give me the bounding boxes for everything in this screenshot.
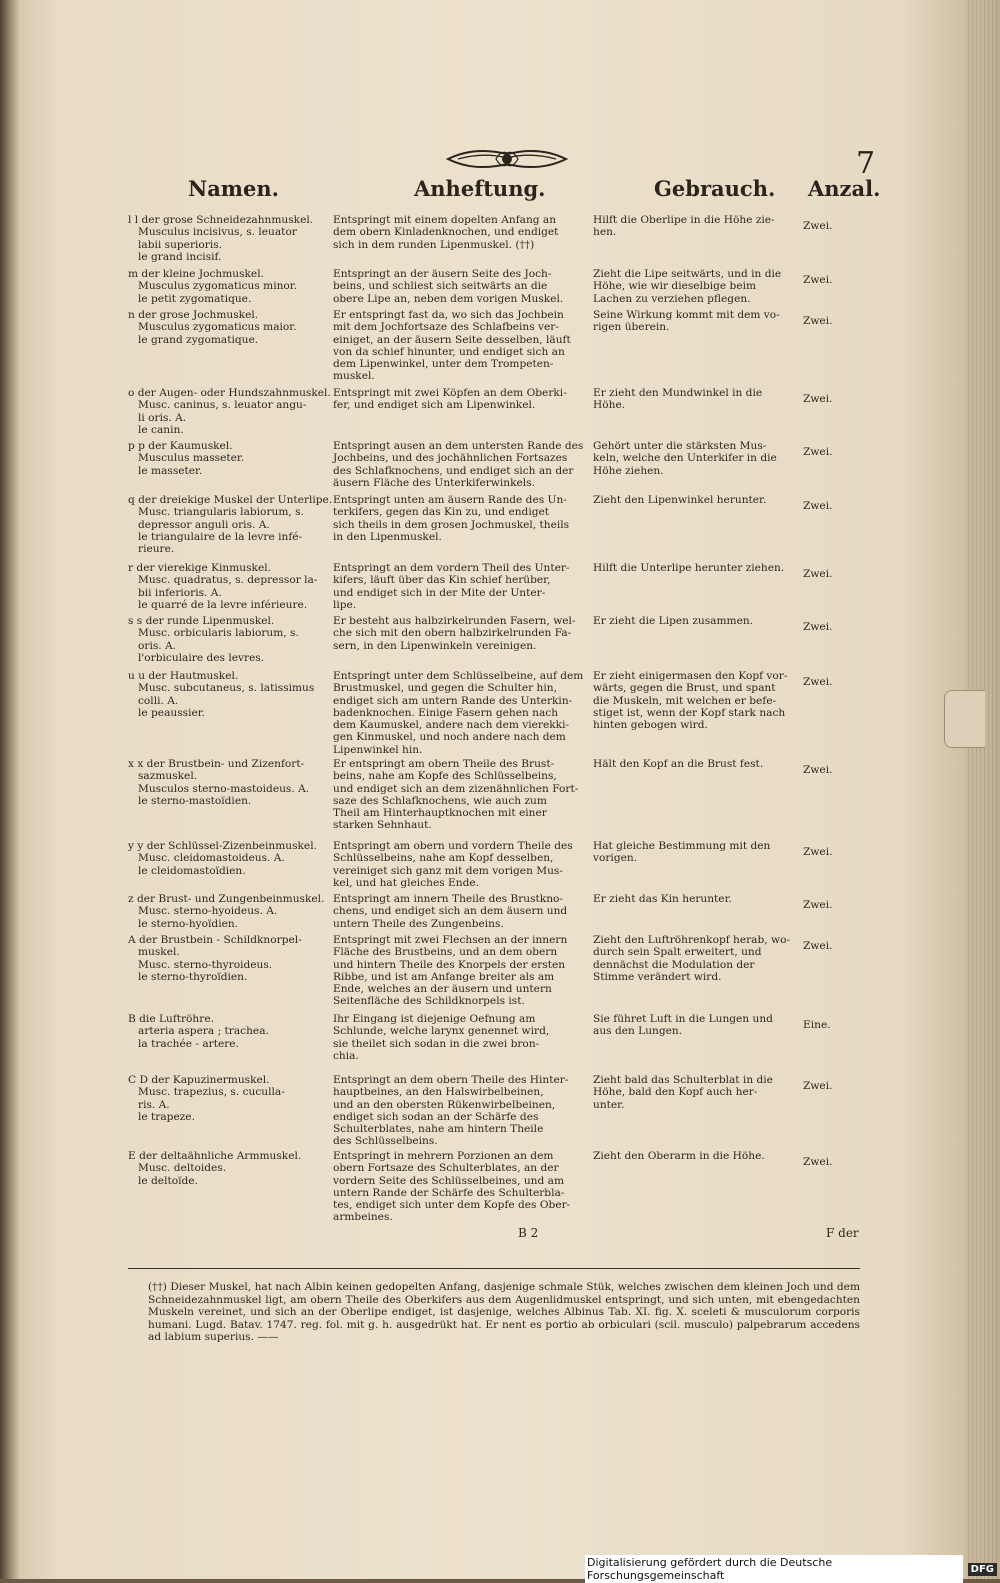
entry-attachment <box>333 840 588 889</box>
entry-name <box>128 494 333 555</box>
entry-name-line: x x der Brustbein- und Zizenfort- <box>128 758 305 770</box>
entry-attachment-line: untern Rande der Schärfe des Schulterbla- <box>333 1186 565 1199</box>
entry-attachment-line: dem obern Kinladenknochen, und endiget <box>333 226 559 239</box>
entry-name-line: E der deltaähnliche Armmuskel. <box>128 1150 302 1162</box>
entry-use-line: Er zieht einigermasen den Kopf vor- <box>593 670 788 682</box>
entry-attachment <box>333 615 588 652</box>
entry-name-line: Musc. sterno-hyoideus. A. <box>138 905 278 918</box>
entry-name <box>128 615 333 664</box>
entry-name <box>128 840 333 877</box>
entry-name <box>128 309 333 346</box>
entry-attachment-line: Entspringt unter dem Schlüsselbeine, auf dem <box>333 670 584 682</box>
header-anheftung: Anheftung. <box>414 176 546 201</box>
entry-use-line: Er zieht den Mundwinkel in die <box>593 387 763 399</box>
entry-use-line: stiget ist, wenn der Kopf stark nach <box>593 706 786 719</box>
entry-name-line: n der grose Jochmuskel. <box>128 309 259 321</box>
entry-attachment-line: terkifers, gegen das Kin zu, und endiget <box>333 506 550 519</box>
entry-name-line: le deltoïde. <box>138 1174 198 1187</box>
entry-attachment-line: Entspringt am innern Theile des Brustkno- <box>333 893 563 905</box>
entry-use <box>593 840 798 865</box>
entry-attachment-line: sie theilet sich sodan in die zwei bron- <box>333 1037 540 1050</box>
entry-attachment-line: und endiget sich an dem zizenähnlichen Fort- <box>333 782 579 795</box>
entry-attachment <box>333 758 588 832</box>
entry-name-line: le triangulaire de la levre infé- <box>138 530 303 543</box>
entry-name-line: li oris. A. <box>138 411 187 424</box>
entry-name-line: le sterno-thyroïdien. <box>138 970 248 983</box>
entry-count: Zwei. <box>803 1156 833 1168</box>
entry-attachment-line: kel, und hat gleiches Ende. <box>333 876 480 889</box>
entry-use-line: Sie führet Luft in die Lungen und <box>593 1013 773 1025</box>
entry-name-line: r der vierekige Kinmuskel. <box>128 562 271 574</box>
entry-use <box>593 1074 798 1111</box>
entry-use-line: aus den Lungen. <box>593 1025 683 1038</box>
entry-name-line: Musc. sterno-thyroideus. <box>138 958 273 971</box>
header-namen: Namen. <box>188 176 279 201</box>
entry-attachment-line: Ihr Eingang ist diejenige Oefnung am <box>333 1013 536 1025</box>
entry-use-line: Seine Wirkung kommt mit dem vo- <box>593 309 780 321</box>
entry-use <box>593 893 798 905</box>
entry-name-line: depressor anguli oris. A. <box>138 518 270 531</box>
entry-name-line: A der Brustbein - Schildknorpel- <box>128 934 302 946</box>
dfg-logo: DFG <box>968 1563 997 1576</box>
entry-use-line: hen. <box>593 226 617 239</box>
entry-attachment-line: saze des Schlafknochens, wie auch zum <box>333 794 547 807</box>
entry-attachment-line: Schulterblates, nahe am hintern Theile <box>333 1123 544 1136</box>
entry-attachment-line: kifers, läuft über das Kin schief herüber, <box>333 574 551 587</box>
entry-attachment-line: Er besteht aus halbzirkelrunden Fasern, wel- <box>333 615 576 627</box>
entry-name <box>128 893 333 930</box>
entry-name-line: p p der Kaumuskel. <box>128 440 233 452</box>
footnote: (††) Dieser Muskel, hat nach Albin keinen gedopelten Anfang, dasjenige schmale Stük, welches zwischen dem kleinen Joch und dem Schneidezahnmuskel ligt, am obern Theile des Oberkifers aus dem Augenlidmuskel entspringt, und sich unten, mit ebengedachten Muskeln vereinet, und sich an der Oberlipe endiget, ist dasjenige, welches Albinus Tab. XI. fig. X. sceleti & musculorum corporis humani. Lugd. Batav. 1747. reg. fol. mit g. h. ausgedrükt hat. Er nent es portio ab orbiculari (scil. musculo) palpebrarum accedens ad labium superius. —— <box>148 1281 860 1344</box>
entry-name-line: Musculus incisivus, s. leuator <box>138 226 297 239</box>
entry-name-line: m der kleine Jochmuskel. <box>128 268 264 280</box>
entry-use-line: Zieht die Lipe seitwärts, und in die <box>593 268 782 280</box>
entry-attachment-line: vordern Seite des Schlüsselbeines, und am <box>333 1174 565 1187</box>
entry-use <box>593 615 798 627</box>
page-number: 7 <box>856 146 876 181</box>
entry-name-line: Musc. subcutaneus, s. latissimus <box>138 682 315 695</box>
entry-attachment-line: Entspringt ausen an dem untersten Rande des <box>333 440 584 452</box>
entry-count: Zwei. <box>803 568 833 580</box>
ornament-vignette-icon <box>444 144 570 174</box>
entry-attachment-line: tes, endiget sich unter dem Kopfe des Ober- <box>333 1199 571 1212</box>
entry-name-line: le sterno-mastoïdien. <box>138 794 252 807</box>
entry-name-line: o der Augen- oder Hundszahnmuskel. <box>128 387 331 399</box>
entry-attachment-line: Ende, welches an der äusern und untern <box>333 983 552 996</box>
entry-name-line: y y der Schlüssel-Zizenbeinmuskel. <box>128 840 317 852</box>
entry-count: Zwei. <box>803 676 833 688</box>
entry-name <box>128 670 333 719</box>
entry-name-line: sazmuskel. <box>138 770 198 783</box>
entry-name-line: q der dreiekige Muskel der Unterlipe. <box>128 494 333 506</box>
entry-use <box>593 214 798 239</box>
entry-use <box>593 934 798 983</box>
entry-use-line: keln, welche den Unterkifer in die <box>593 452 777 465</box>
entry-name <box>128 934 333 983</box>
entry-name <box>128 562 333 611</box>
entry-attachment-line: Entspringt an dem obern Theile des Hinter- <box>333 1074 569 1086</box>
entry-name-line: le quarré de la levre inférieure. <box>138 598 308 611</box>
entry-use <box>593 1013 798 1038</box>
entry-count: Zwei. <box>803 621 833 633</box>
entry-attachment-line: chens, und endiget sich an dem äusern und <box>333 905 568 918</box>
entry-name <box>128 758 333 807</box>
entry-use <box>593 309 798 334</box>
entry-attachment-line: sern, in den Lipenwinkeln vereinigen. <box>333 639 537 652</box>
entry-name-line: u u der Hautmuskel. <box>128 670 239 682</box>
entry-name <box>128 268 333 305</box>
entry-attachment-line: Entspringt unten am äusern Rande des Un- <box>333 494 567 506</box>
entry-use-line: wärts, gegen die Brust, und spant <box>593 682 776 695</box>
entry-attachment-line: beins, nahe am Kopfe des Schlüsselbeins, <box>333 770 557 783</box>
entry-name-line: le sterno-hyoïdien. <box>138 917 239 930</box>
entry-attachment <box>333 670 588 756</box>
entry-attachment-line: armbeines. <box>333 1211 393 1224</box>
entry-name-line: le petit zygomatique. <box>138 292 252 305</box>
entry-use-line: Höhe, bald den Kopf auch her- <box>593 1086 758 1099</box>
entry-attachment-line: Entspringt an der äusern Seite des Joch- <box>333 268 552 280</box>
entry-name-line: Musc. deltoides. <box>138 1162 227 1175</box>
entry-name-line: muskel. <box>138 946 180 959</box>
entry-use-line: Lachen zu verziehen pflegen. <box>593 292 751 305</box>
entry-attachment-line: Entspringt am obern und vordern Theile des <box>333 840 573 852</box>
entry-attachment-line: Ribbe, und ist am Anfange breiter als am <box>333 970 555 983</box>
entry-name-line: Musc. quadratus, s. depressor la- <box>138 574 318 587</box>
entry-attachment-line: Entspringt mit zwei Flechsen an der innern <box>333 934 568 946</box>
entry-attachment-line: Brustmuskel, und gegen die Schulter hin, <box>333 682 557 695</box>
entry-attachment-line: Entspringt mit zwei Köpfen an dem Oberki- <box>333 387 567 399</box>
entry-use-line: Er zieht das Kin herunter. <box>593 893 732 905</box>
entry-use-line: durch sein Spalt erweitert, und <box>593 946 762 959</box>
entry-use <box>593 1150 798 1162</box>
entry-attachment <box>333 309 588 383</box>
stacked-page-edges <box>965 0 1000 1579</box>
entry-name-line: Musc. triangularis labiorum, s. <box>138 506 304 519</box>
entry-name-line: bii inferioris. A. <box>138 586 222 599</box>
entry-attachment-line: sich theils in dem grosen Jochmuskel, theils <box>333 518 570 531</box>
signature-mark: B 2 <box>518 1226 539 1240</box>
entry-attachment-line: einiget, an der äusern Seite desselben, läuft <box>333 333 571 346</box>
entry-name <box>128 387 333 436</box>
entry-count: Zwei. <box>803 899 833 911</box>
entry-count: Zwei. <box>803 393 833 405</box>
entry-use-line: Gehört unter die stärksten Mus- <box>593 440 767 452</box>
entry-attachment-line: badenknochen. Einige Fasern gehen nach <box>333 706 559 719</box>
entry-attachment <box>333 1150 588 1224</box>
entry-name-line: Musc. trapezius, s. cuculla- <box>138 1086 285 1099</box>
entry-use-line: Hält den Kopf an die Brust fest. <box>593 758 764 770</box>
entry-attachment-line: Schlüsselbeins, nahe am Kopf desselben, <box>333 852 554 865</box>
entry-attachment-line: äusern Fläche des Unterkiferwinkels. <box>333 476 535 489</box>
entry-attachment-line: Jochbeins, und des jochähnlichen Fortsazes <box>333 452 568 465</box>
entry-attachment-line: che sich mit den obern halbzirkelrunden Fa- <box>333 627 572 640</box>
entry-count: Zwei. <box>803 500 833 512</box>
entry-attachment <box>333 1013 588 1062</box>
entry-use-line: Hilft die Unterlipe herunter ziehen. <box>593 562 785 574</box>
entry-name-line: le masseter. <box>138 464 203 477</box>
entry-attachment-line: endiget sich sodan an der Schärfe des <box>333 1110 539 1123</box>
book-page <box>8 0 968 1579</box>
entry-use-line: Zieht den Luftröhrenkopf herab, wo- <box>593 934 791 946</box>
entry-use-line: Stimme verändert wird. <box>593 970 722 983</box>
footnote-rule <box>128 1268 860 1269</box>
entry-use-line: Zieht bald das Schulterblat in die <box>593 1074 773 1086</box>
entry-use-line: hinten gebogen wird. <box>593 719 708 732</box>
entry-attachment <box>333 214 588 251</box>
entry-use <box>593 494 798 506</box>
entry-count: Zwei. <box>803 846 833 858</box>
entry-use <box>593 440 798 477</box>
entry-use <box>593 758 798 770</box>
entry-attachment-line: und endiget sich in der Mite der Unter- <box>333 586 546 599</box>
entry-attachment <box>333 562 588 611</box>
entry-name-line: la trachée - artere. <box>138 1037 239 1050</box>
entry-name-line: ris. A. <box>138 1098 170 1111</box>
entry-name-line: z der Brust- und Zungenbeinmuskel. <box>128 893 325 905</box>
entry-attachment-line: und an den obersten Rükenwirbelbeinen, <box>333 1098 556 1111</box>
entry-name-line: Musculus zygomaticus minor. <box>138 280 298 293</box>
entry-attachment-line: dem Kaumuskel, andere nach dem vierekki- <box>333 719 570 732</box>
entry-attachment <box>333 893 588 930</box>
entry-use-line: die Muskeln, mit welchen er befe- <box>593 694 777 707</box>
entry-attachment-line: Schlunde, welche larynx genennet wird, <box>333 1025 550 1038</box>
entry-attachment <box>333 1074 588 1148</box>
entry-name <box>128 1074 333 1123</box>
entry-use <box>593 387 798 412</box>
entry-count: Zwei. <box>803 446 833 458</box>
entry-name-line: oris. A. <box>138 639 177 652</box>
entry-attachment-line: beins, und schliest sich seitwärts an die <box>333 280 548 293</box>
entry-name-line: Musculus masseter. <box>138 452 245 465</box>
entry-name-line: l l der grose Schneidezahnmuskel. <box>128 214 314 226</box>
entry-attachment-line: obere Lipe an, neben dem vorigen Muskel. <box>333 292 564 305</box>
entry-use-line: Höhe, wie wir dieselbige beim <box>593 280 757 293</box>
entry-name-line: Musculus zygomaticus maior. <box>138 321 297 334</box>
entry-attachment <box>333 934 588 1008</box>
entry-name-line: Musc. cleidomastoideus. A. <box>138 852 285 865</box>
entry-attachment-line: mit dem Jochfortsaze des Schlafbeins ver- <box>333 321 559 334</box>
entry-attachment-line: und hintern Theile des Knorpels der ersten <box>333 958 566 971</box>
catchword: F der <box>826 1226 859 1240</box>
entry-attachment-line: in den Lipenmuskel. <box>333 530 442 543</box>
entry-count: Zwei. <box>803 764 833 776</box>
entry-name-line: le peaussier. <box>138 706 206 719</box>
digitization-footer <box>585 1556 997 1582</box>
entry-use-line: Zieht den Oberarm in die Höhe. <box>593 1150 765 1162</box>
entry-name <box>128 440 333 477</box>
entry-attachment <box>333 494 588 543</box>
entry-name-line: le trapeze. <box>138 1110 195 1123</box>
entry-attachment <box>333 440 588 489</box>
entry-name-line: s s der runde Lipenmuskel. <box>128 615 275 627</box>
entry-name <box>128 1013 333 1050</box>
entry-attachment-line: chia. <box>333 1049 359 1062</box>
entry-attachment-line: dem Lipenwinkel, unter dem Trompeten- <box>333 358 554 371</box>
entry-attachment-line: Entspringt an dem vordern Theil des Unter- <box>333 562 570 574</box>
entry-attachment-line: muskel. <box>333 370 375 383</box>
entry-name <box>128 1150 333 1187</box>
entry-name-line: Musculos sterno-mastoideus. A. <box>138 782 310 795</box>
entry-attachment-line: gen Kinmuskel, und noch andere nach dem <box>333 731 566 744</box>
entry-attachment-line: Er entspringt fast da, wo sich das Jochbein <box>333 309 564 321</box>
entry-attachment-line: obern Fortsaze des Schulterblates, an der <box>333 1162 559 1175</box>
entry-attachment-line: des Schlüsselbeins. <box>333 1135 438 1148</box>
entry-name-line: le grand zygomatique. <box>138 333 259 346</box>
entry-count: Zwei. <box>803 1080 833 1092</box>
entry-name-line: l'orbiculaire des levres. <box>138 651 265 664</box>
entry-attachment-line: Seitenfläche des Schildknorpels ist. <box>333 995 525 1008</box>
entry-attachment-line: hauptbeines, an den Halswirbelbeinen, <box>333 1086 544 1099</box>
entry-use-line: Höhe. <box>593 399 626 412</box>
entry-attachment-line: des Schlafknochens, und endiget sich an der <box>333 464 574 477</box>
entry-name-line: colli. A. <box>138 694 179 707</box>
entry-attachment-line: fer, und endiget sich am Lipenwinkel. <box>333 399 536 412</box>
entry-attachment-line: sich in dem runden Lipenmuskel. (††) <box>333 238 535 251</box>
entry-attachment-line: untern Theile des Zungenbeins. <box>333 917 504 930</box>
entry-use-line: Hat gleiche Bestimmung mit den <box>593 840 771 852</box>
entry-count: Zwei. <box>803 274 833 286</box>
entry-name-line: rieure. <box>138 543 175 556</box>
header-anzal: Anzal. <box>808 176 881 201</box>
entry-attachment-line: Entspringt mit einem dopelten Anfang an <box>333 214 557 226</box>
entry-name-line: B die Luftröhre. <box>128 1013 214 1025</box>
entry-name-line: arteria aspera ; trachea. <box>138 1025 269 1038</box>
entry-use-line: dennächst die Modulation der <box>593 958 755 971</box>
entry-attachment-line: starken Sehnhaut. <box>333 819 432 832</box>
entry-use <box>593 268 798 305</box>
entry-use <box>593 670 798 731</box>
entry-attachment-line: Lipenwinkel hin. <box>333 743 423 756</box>
entry-attachment-line: Entspringt in mehrern Porzionen an dem <box>333 1150 554 1162</box>
entry-attachment-line: vereiniget sich ganz mit dem vorigen Mus- <box>333 864 563 877</box>
entry-attachment-line: Theil am Hinterhauptknochen mit einer <box>333 807 547 820</box>
entry-count: Eine. <box>803 1019 831 1031</box>
entry-count: Zwei. <box>803 940 833 952</box>
entry-use-line: Hilft die Oberlipe in die Höhe zie- <box>593 214 775 226</box>
entry-use <box>593 562 798 574</box>
header-gebrauch: Gebrauch. <box>654 176 776 201</box>
entry-name-line: Musc. orbicularis labiorum, s. <box>138 627 299 640</box>
entry-attachment <box>333 387 588 412</box>
entry-name-line: le canin. <box>138 423 184 436</box>
entry-use-line: rigen überein. <box>593 321 670 334</box>
entry-attachment <box>333 268 588 305</box>
entry-use-line: Zieht den Lipenwinkel herunter. <box>593 494 767 506</box>
entry-attachment-line: endiget sich am untern Rande des Unterkin- <box>333 694 573 707</box>
entry-use-line: vorigen. <box>593 852 638 865</box>
entry-attachment-line: lipe. <box>333 598 357 611</box>
entry-attachment-line: Er entspringt am obern Theile des Brust- <box>333 758 555 770</box>
entry-name-line: le grand incisif. <box>138 250 222 263</box>
entry-name-line: le cleidomastoïdien. <box>138 864 246 877</box>
entry-count: Zwei. <box>803 220 833 232</box>
entry-count: Zwei. <box>803 315 833 327</box>
entry-use-line: unter. <box>593 1098 625 1111</box>
footer-text: Digitalisierung gefördert durch die Deutsche Forschungsgemeinschaft <box>585 1555 963 1583</box>
entry-use-line: Er zieht die Lipen zusammen. <box>593 615 754 627</box>
entry-name-line: Musc. caninus, s. leuator angu- <box>138 399 307 412</box>
entry-attachment-line: Fläche des Brustbeins, und an dem obern <box>333 946 558 959</box>
entry-use-line: Höhe ziehen. <box>593 464 664 477</box>
entry-attachment-line: von da schief hinunter, und endiget sich an <box>333 345 565 358</box>
entry-name-line: labii superioris. <box>138 238 223 251</box>
entry-name <box>128 214 333 263</box>
entry-name-line: C D der Kapuzinermuskel. <box>128 1074 270 1086</box>
